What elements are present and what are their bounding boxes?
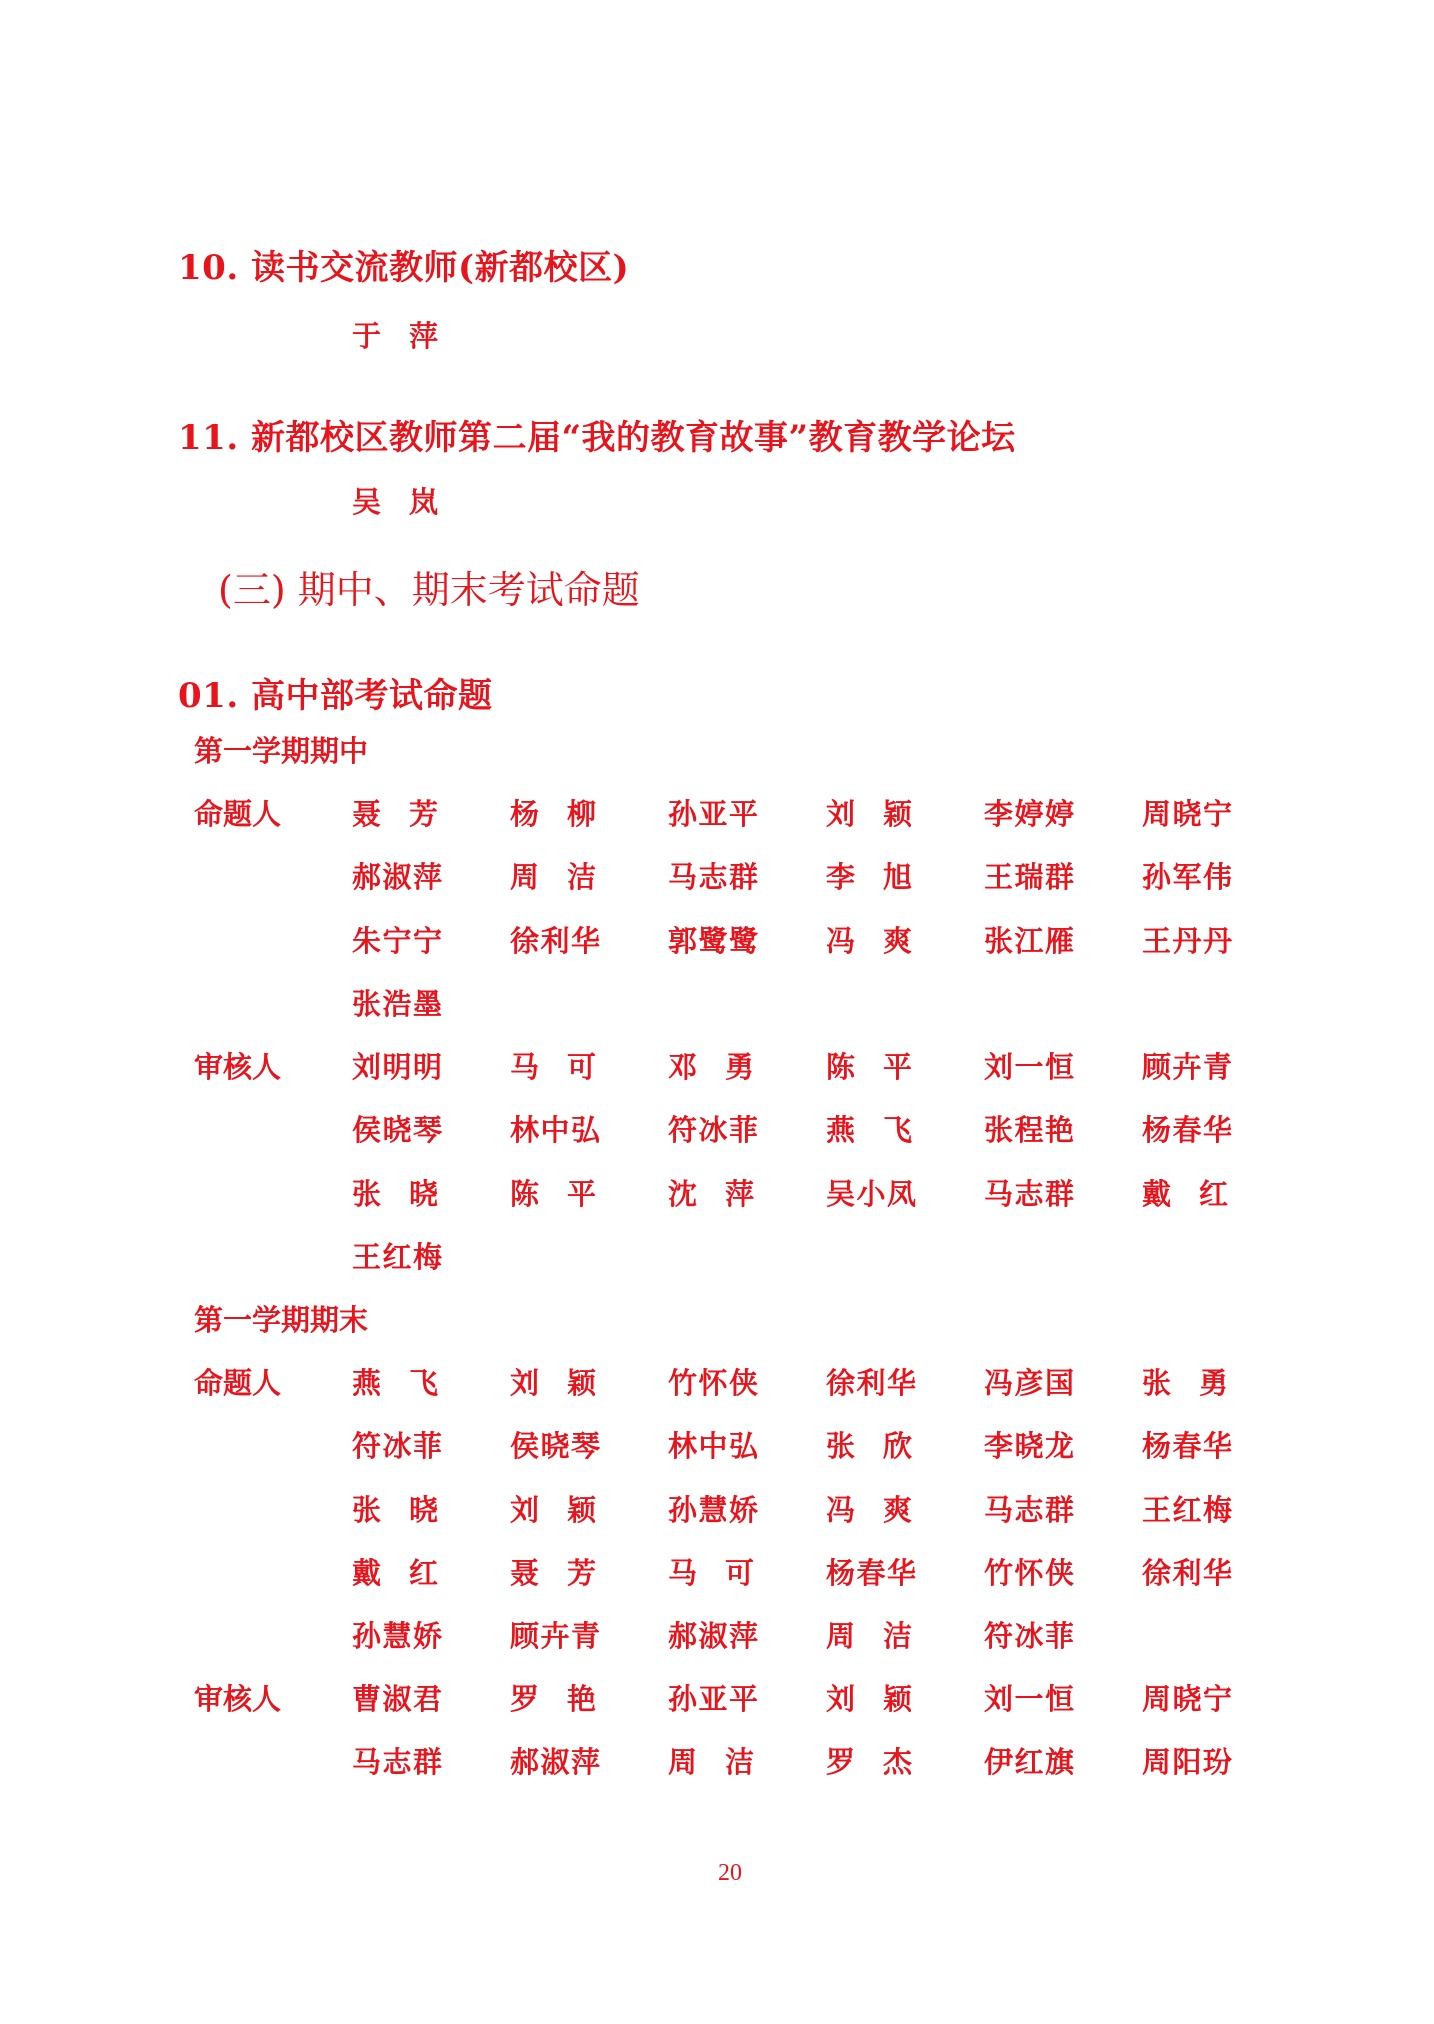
- item-11-heading: 11. 新都校区教师第二届“我的教育故事”教育教学论坛: [178, 418, 1016, 458]
- final-setters-label: 命题人: [194, 1366, 282, 1400]
- midterm-setter-name: 李 婷 婷: [984, 797, 1074, 831]
- midterm-reviewers-label: 审核人: [194, 1050, 282, 1084]
- midterm-setter-name: 周 洁: [510, 860, 596, 895]
- midterm-reviewer-name: 戴 红: [1142, 1176, 1228, 1211]
- midterm-setter-name: 郭 鹭 鹭: [668, 923, 758, 958]
- final-setter-name: 徐 利 华: [826, 1366, 916, 1400]
- midterm-reviewer-name: 符 冰 菲: [668, 1113, 758, 1148]
- final-setter-name: 张 晓: [352, 1492, 438, 1527]
- final-setter-name: 刘 颖: [510, 1492, 596, 1527]
- final-reviewer-name: 周 阳 玢: [1142, 1745, 1232, 1780]
- final-reviewer-name: 刘 一 恒: [984, 1682, 1074, 1716]
- final-reviewer-name: 郝 淑 萍: [510, 1745, 600, 1780]
- final-reviewer-name: 罗 艳: [510, 1682, 596, 1716]
- midterm-reviewer-name: 马 志 群: [984, 1176, 1074, 1211]
- midterm-setter-name: 王 丹 丹: [1142, 923, 1232, 958]
- midterm-setter-name: 周 晓 宁: [1142, 797, 1232, 831]
- midterm-reviewer-name: 林 中 弘: [510, 1113, 600, 1148]
- final-setter-name: 符 冰 菲: [352, 1429, 442, 1464]
- midterm-reviewer-name: 燕 飞: [826, 1113, 912, 1148]
- final-setter-name: 孙 慧 娇: [668, 1492, 758, 1527]
- midterm-setter-name: 马 志 群: [668, 860, 758, 895]
- midterm-setter-name: 孙 军 伟: [1142, 860, 1232, 895]
- final-setter-name: 侯 晓 琴: [510, 1429, 600, 1464]
- sub-01-heading: 01. 高中部考试命题: [178, 676, 493, 716]
- midterm-reviewer-name: 马 可: [510, 1050, 596, 1084]
- midterm-setter-name: 张 浩 墨: [352, 986, 442, 1021]
- final-setter-name: 顾 卉 青: [510, 1619, 600, 1654]
- final-setter-name: 李 晓 龙: [984, 1429, 1074, 1464]
- final-setter-name: 马 可: [668, 1555, 754, 1590]
- midterm-setter-name: 徐 利 华: [510, 923, 600, 958]
- section-3-heading: (三) 期中、期末考试命题: [218, 568, 640, 612]
- midterm-reviewer-name: 刘 明 明: [352, 1050, 442, 1084]
- midterm-setter-name: 刘 颖: [826, 797, 912, 831]
- page-number: 20: [718, 1860, 742, 1886]
- midterm-reviewer-name: 顾 卉 青: [1142, 1050, 1232, 1084]
- final-setter-name: 孙 慧 娇: [352, 1619, 442, 1654]
- midterm-reviewer-name: 邓 勇: [668, 1050, 754, 1084]
- final-reviewer-name: 孙 亚 平: [668, 1682, 758, 1716]
- midterm-setter-name: 王 瑞 群: [984, 860, 1074, 895]
- midterm-reviewer-name: 吴 小 凤: [826, 1176, 916, 1211]
- final-setter-name: 聂 芳: [510, 1555, 596, 1590]
- final-setter-name: 戴 红: [352, 1555, 438, 1590]
- final-setter-name: 张 欣: [826, 1429, 912, 1464]
- midterm-setters-label: 命题人: [194, 797, 282, 831]
- midterm-reviewer-name: 张 晓: [352, 1176, 438, 1211]
- midterm-heading: 第一学期期中: [194, 734, 369, 768]
- midterm-setter-name: 孙 亚 平: [668, 797, 758, 831]
- midterm-setter-name: 杨 柳: [510, 797, 596, 831]
- final-setter-name: 符 冰 菲: [984, 1619, 1074, 1654]
- final-setter-name: 周 洁: [826, 1619, 912, 1654]
- final-reviewer-name: 周 晓 宁: [1142, 1682, 1232, 1716]
- midterm-setter-name: 张 江 雁: [984, 923, 1074, 958]
- midterm-reviewer-name: 陈 平: [826, 1050, 912, 1084]
- midterm-reviewer-name: 侯 晓 琴: [352, 1113, 442, 1148]
- midterm-reviewer-name: 张 程 艳: [984, 1113, 1074, 1148]
- final-reviewer-name: 伊 红 旗: [984, 1745, 1074, 1780]
- midterm-setter-name: 聂 芳: [352, 797, 438, 831]
- final-setter-name: 郝 淑 萍: [668, 1619, 758, 1654]
- midterm-setter-name: 郝 淑 萍: [352, 860, 442, 895]
- item-10-heading: 10. 读书交流教师(新都校区): [178, 248, 630, 288]
- final-setter-name: 竹 怀 侠: [668, 1366, 758, 1400]
- final-setter-name: 林 中 弘: [668, 1429, 758, 1464]
- final-setter-name: 燕 飞: [352, 1366, 438, 1400]
- item-10-name: 于 萍: [352, 319, 438, 353]
- final-setter-name: 竹 怀 侠: [984, 1555, 1074, 1590]
- midterm-reviewer-name: 王 红 梅: [352, 1239, 442, 1274]
- final-reviewers-label: 审核人: [194, 1682, 282, 1716]
- midterm-reviewer-name: 杨 春 华: [1142, 1113, 1232, 1148]
- midterm-reviewer-name: 陈 平: [510, 1176, 596, 1211]
- final-setter-name: 王 红 梅: [1142, 1492, 1232, 1527]
- midterm-setter-name: 李 旭: [826, 860, 912, 895]
- midterm-reviewer-name: 沈 萍: [668, 1176, 754, 1211]
- midterm-setter-name: 朱 宁 宁: [352, 923, 442, 958]
- midterm-setter-name: 冯 爽: [826, 923, 912, 958]
- final-setter-name: 冯 彦 国: [984, 1366, 1074, 1400]
- midterm-reviewer-name: 刘 一 恒: [984, 1050, 1074, 1084]
- final-setter-name: 马 志 群: [984, 1492, 1074, 1527]
- final-setter-name: 徐 利 华: [1142, 1555, 1232, 1590]
- final-reviewer-name: 刘 颖: [826, 1682, 912, 1716]
- final-reviewer-name: 马 志 群: [352, 1745, 442, 1780]
- final-setter-name: 杨 春 华: [1142, 1429, 1232, 1464]
- final-setter-name: 杨 春 华: [826, 1555, 916, 1590]
- item-11-name: 吴 岚: [352, 485, 438, 519]
- final-reviewer-name: 曹 淑 君: [352, 1682, 442, 1716]
- final-reviewer-name: 罗 杰: [826, 1745, 912, 1780]
- final-setter-name: 刘 颖: [510, 1366, 596, 1400]
- final-setter-name: 冯 爽: [826, 1492, 912, 1527]
- final-reviewer-name: 周 洁: [668, 1745, 754, 1780]
- final-setter-name: 张 勇: [1142, 1366, 1228, 1400]
- final-heading: 第一学期期末: [194, 1303, 369, 1337]
